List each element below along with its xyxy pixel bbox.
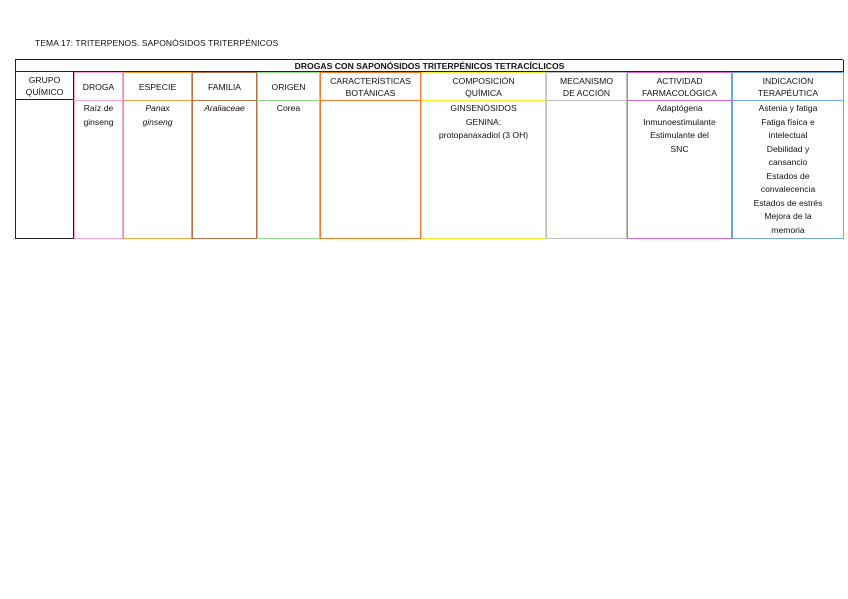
header-especie-line: ESPECIE bbox=[138, 81, 177, 92]
column-grupo-quimico bbox=[16, 72, 74, 239]
cell-composicion bbox=[422, 101, 545, 143]
cell-grupo bbox=[16, 100, 73, 101]
cell-composicion-line: GINSENÓSIDOS bbox=[450, 103, 517, 113]
header-familia bbox=[193, 73, 256, 101]
header-mecanismo-line: MECANISMO bbox=[560, 75, 613, 86]
header-indicacion bbox=[733, 73, 843, 101]
header-indicacion-line: INDICACIÓN bbox=[762, 75, 814, 86]
cell-origen bbox=[258, 101, 319, 116]
header-especie bbox=[124, 73, 191, 101]
cell-caracteristicas bbox=[321, 101, 420, 102]
column-caracteristicas-botanicas bbox=[320, 72, 421, 239]
cell-droga-line: Raíz de bbox=[83, 103, 114, 113]
cell-indicacion-line: memoria bbox=[771, 224, 805, 235]
column-actividad-farmacologica bbox=[627, 72, 732, 239]
header-caracteristicas bbox=[321, 73, 420, 101]
cell-indicacion-line: intelectual bbox=[768, 130, 808, 140]
header-composicion-line: QUÍMICA bbox=[465, 87, 502, 98]
column-familia bbox=[192, 72, 257, 239]
header-droga-line: DROGA bbox=[82, 81, 115, 92]
cell-mecanismo bbox=[547, 101, 626, 102]
cell-composicion-line: GENINA: bbox=[465, 116, 502, 127]
column-mecanismo-de-accion bbox=[546, 72, 627, 239]
header-grupo-line: GRUPO bbox=[28, 74, 61, 85]
cell-familia bbox=[193, 101, 256, 116]
header-mecanismo bbox=[547, 73, 626, 101]
cell-actividad-line: SNC bbox=[670, 143, 689, 154]
header-grupo bbox=[16, 72, 73, 100]
header-indicacion-line: TERAPÉUTICA bbox=[757, 87, 819, 98]
header-mecanismo-line: DE ACCIÓN bbox=[562, 87, 611, 98]
column-especie bbox=[123, 72, 192, 239]
cell-indicacion-line: Estados de estrés bbox=[753, 197, 823, 208]
cell-indicacion-line: Debilidad y bbox=[766, 143, 810, 154]
cell-droga bbox=[75, 101, 122, 129]
header-composicion bbox=[422, 73, 545, 101]
header-grupo-line: QUÍMICO bbox=[25, 86, 64, 97]
cell-origen-line: Corea bbox=[276, 103, 301, 113]
cell-familia-line: Araliaceae bbox=[204, 103, 245, 113]
cell-droga-line: ginseng bbox=[83, 116, 114, 127]
header-familia-line: FAMILIA bbox=[208, 81, 241, 92]
column-indicacion-terapeutica bbox=[732, 72, 844, 239]
column-composicion-quimica bbox=[421, 72, 546, 239]
cell-composicion-line: protopanaxadiol (3 OH) bbox=[438, 130, 529, 140]
header-caracteristicas-line: CARACTERÍSTICAS bbox=[330, 75, 411, 86]
cell-actividad bbox=[628, 101, 731, 156]
cell-especie-line: ginseng bbox=[142, 116, 173, 127]
cell-indicacion-line: Astenia y fatiga bbox=[758, 103, 818, 113]
header-actividad-line: FARMACOLÓGICA bbox=[642, 87, 717, 98]
cell-actividad-line: Inmunoestimulante bbox=[643, 116, 716, 127]
cell-indicacion-line: Fatiga física e bbox=[761, 116, 815, 127]
cell-indicacion-line: Mejora de la bbox=[764, 211, 812, 221]
header-actividad bbox=[628, 73, 731, 101]
header-actividad-line: ACTIVIDAD bbox=[656, 75, 703, 86]
cell-indicacion-line: convalecencia bbox=[760, 184, 816, 194]
header-caracteristicas-line: BOTÁNICAS bbox=[345, 87, 396, 98]
column-droga bbox=[74, 72, 123, 239]
header-droga bbox=[75, 73, 122, 101]
cell-especie bbox=[124, 101, 191, 129]
cell-actividad-line: Estimulante del bbox=[650, 130, 709, 140]
topic-title: TEMA 17: TRITERPENOS. SAPONÓSIDOS TRITERPÉNICOS bbox=[35, 38, 279, 48]
header-origen-line: ORIGEN bbox=[271, 81, 306, 92]
cell-indicacion bbox=[733, 101, 843, 237]
column-origen bbox=[257, 72, 320, 239]
cell-actividad-line: Adaptógena bbox=[656, 103, 703, 113]
header-origen bbox=[258, 73, 319, 101]
table-title: DROGAS CON SAPONÓSIDOS TRITERPÉNICOS TETRACÍCLICOS bbox=[16, 60, 844, 72]
cell-indicacion-line: cansancio bbox=[768, 157, 808, 167]
cell-indicacion-line: Estados de bbox=[766, 170, 810, 181]
header-composicion-line: COMPOSICIÓN bbox=[452, 75, 515, 86]
cell-especie-line: Panax bbox=[145, 103, 170, 113]
drug-table bbox=[15, 59, 843, 239]
